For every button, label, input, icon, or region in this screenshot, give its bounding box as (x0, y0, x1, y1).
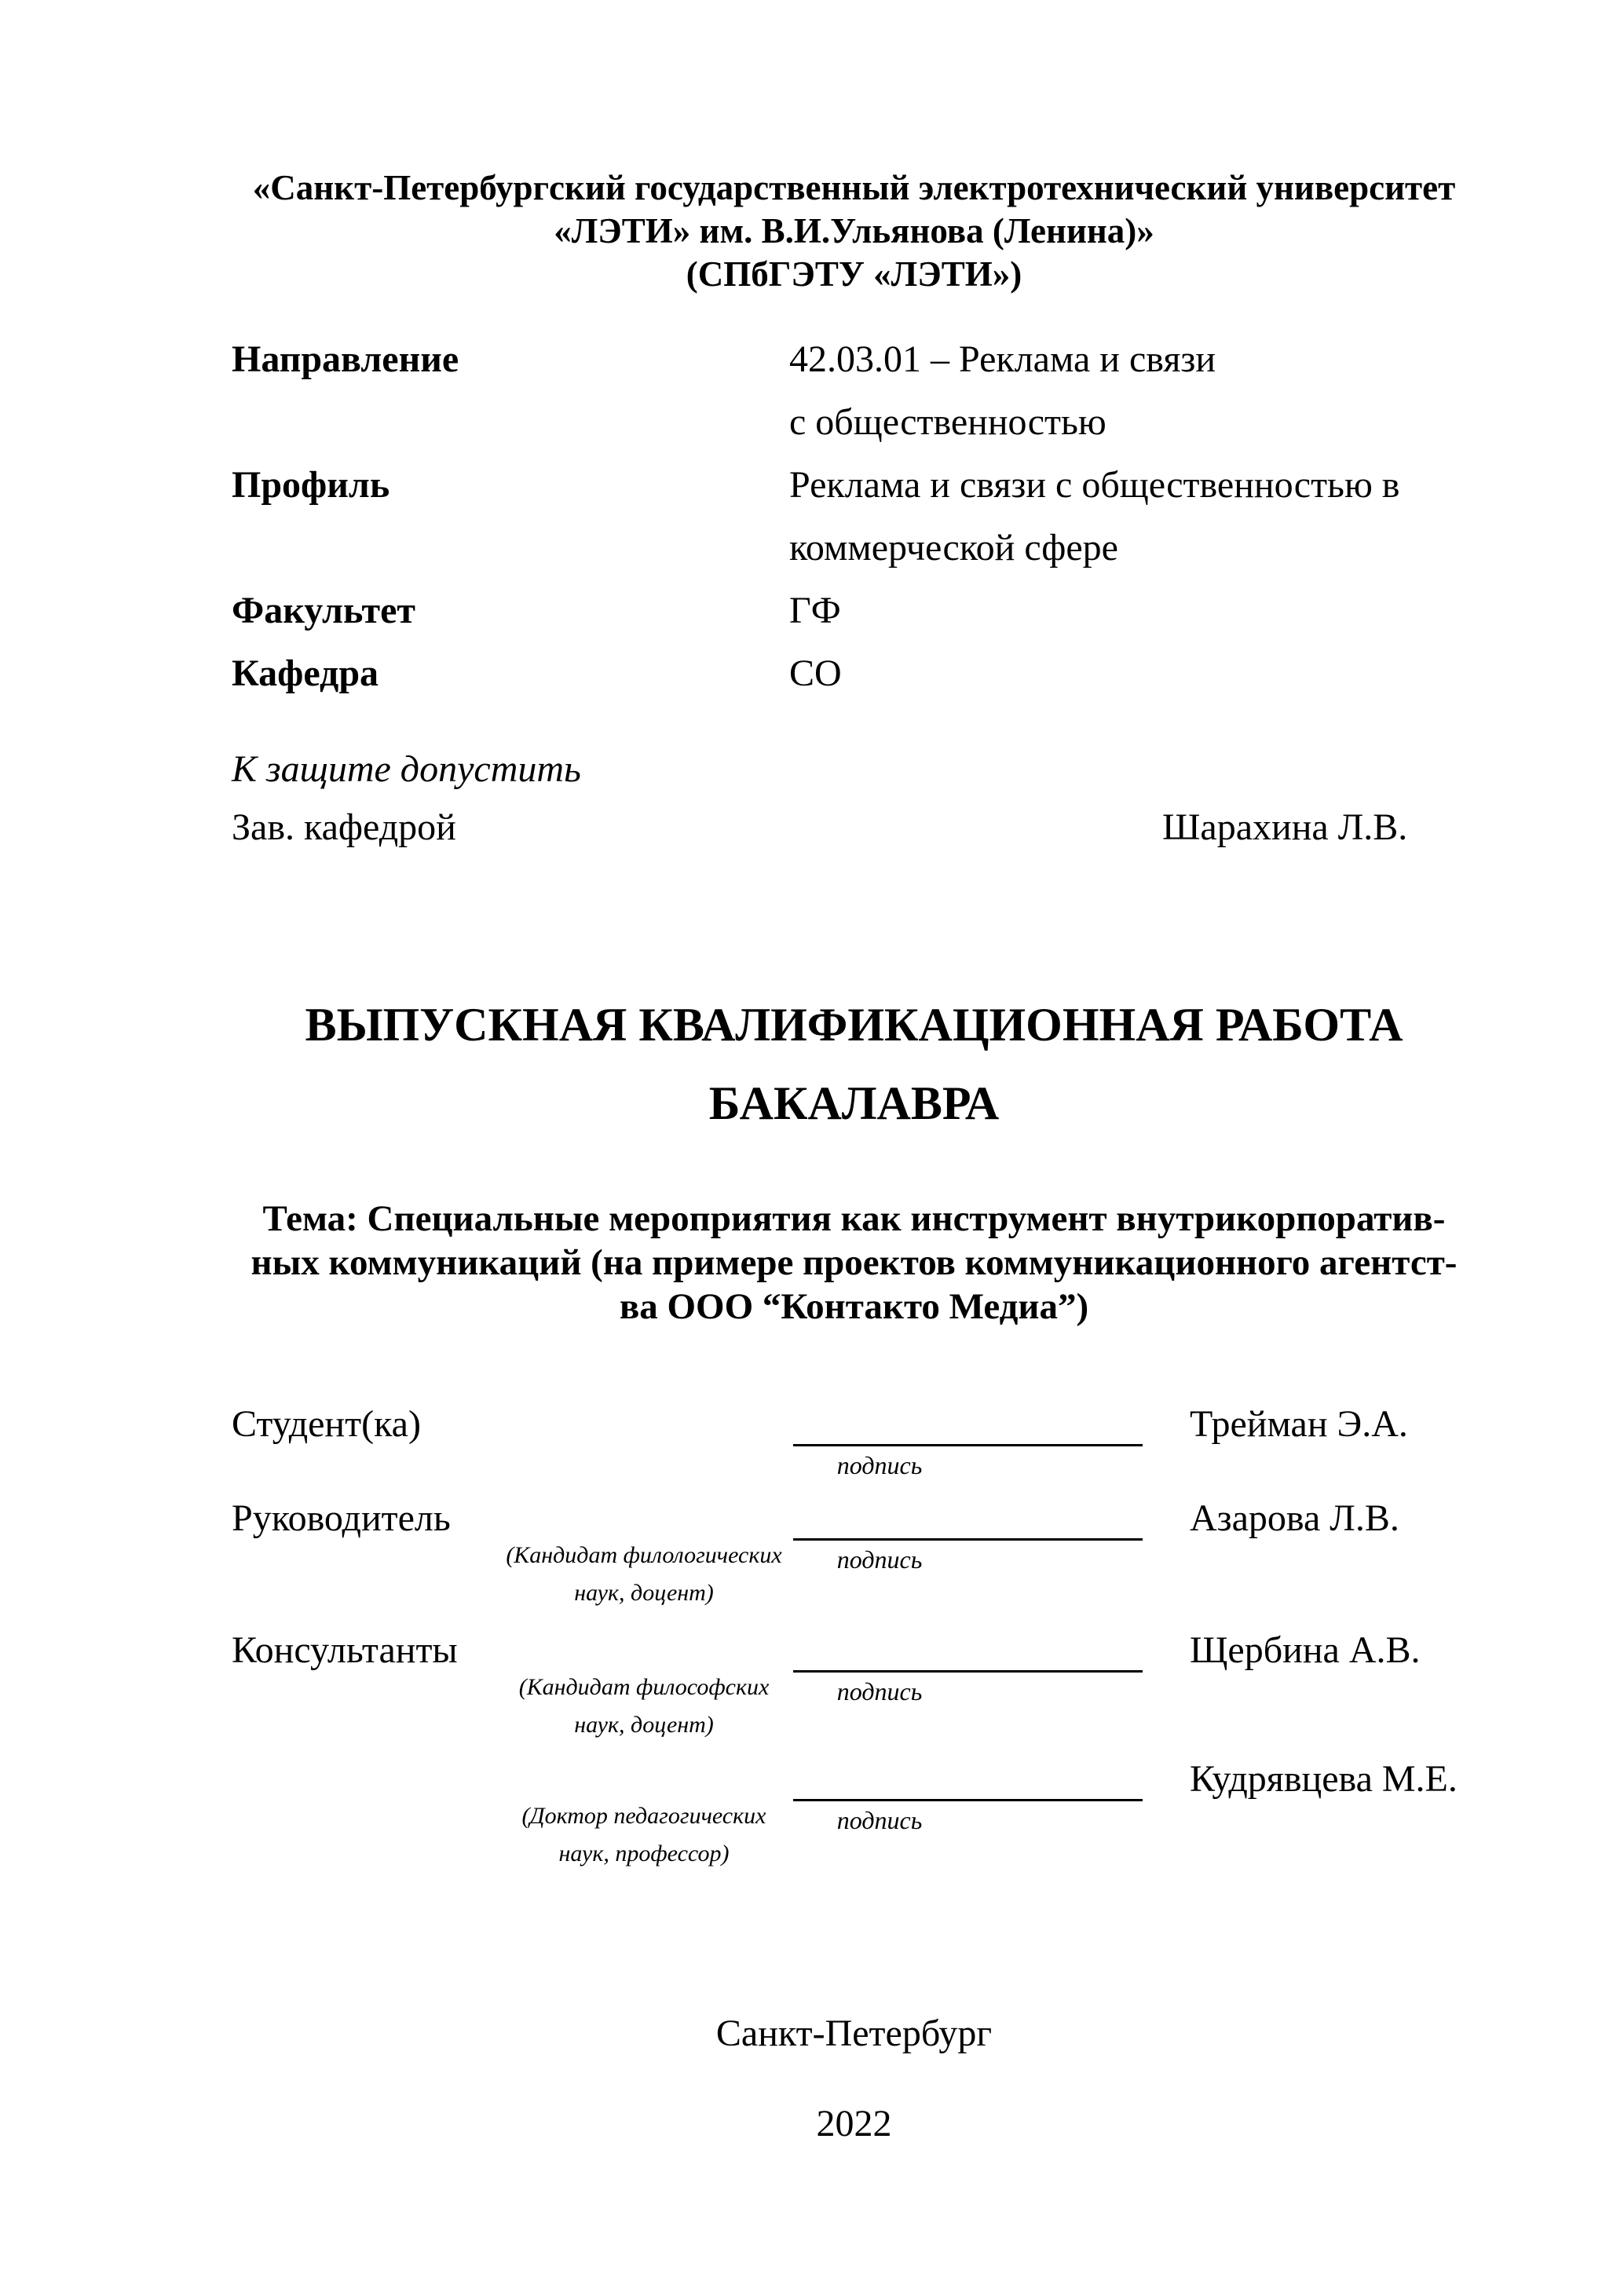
field-row-faculty (232, 579, 1476, 642)
signature-row-consultant-1 (232, 1631, 1476, 1764)
signature-qualification (463, 1797, 825, 1873)
signature-caption: подпись (836, 1451, 923, 1479)
signature-line (793, 1799, 1143, 1801)
signature-row-supervisor (232, 1499, 1476, 1632)
document-title-line2: БАКАЛАВРА (708, 1077, 1000, 1129)
signature-caption: подпись (836, 1806, 923, 1834)
signature-line (793, 1444, 1143, 1446)
field-row-profile (232, 454, 1476, 579)
signature-line (793, 1538, 1143, 1541)
field-value-line: Реклама и связи с общественностью в (789, 464, 1400, 506)
admission-note: К защите допустить (232, 748, 581, 790)
thesis-topic (232, 1197, 1476, 1329)
thesis-topic-line: ва ООО “Контакто Медиа”) (619, 1286, 1089, 1327)
footer-city: Санкт-Петербург (715, 2013, 993, 2054)
signature-caption: подпись (836, 1545, 923, 1574)
field-label: Факультет (232, 590, 415, 631)
thesis-topic-line: ных коммуникаций (на примере проектов коммуникационного агентст- (251, 1242, 1458, 1283)
signature-name: Трейман Э.А. (1190, 1403, 1408, 1445)
head-of-department-row (232, 808, 1476, 847)
field-value-line: с общественностью (789, 401, 1106, 443)
university-name-line2: «ЛЭТИ» им. В.И.Ульянова (Ленина)» (554, 211, 1154, 250)
signature-role: Руководитель (232, 1497, 451, 1539)
field-value-line: СО (789, 653, 842, 694)
field-value-line: коммерческой сфере (789, 527, 1118, 569)
signature-role: Консультанты (232, 1629, 458, 1671)
field-label: Кафедра (232, 653, 379, 694)
head-of-department-name: Шарахина Л.В. (1162, 806, 1408, 848)
footer-year: 2022 (816, 2103, 892, 2144)
head-of-department-label: Зав. кафедрой (232, 806, 456, 848)
field-label: Направление (232, 338, 459, 380)
document-title (232, 985, 1476, 1143)
field-value (789, 579, 841, 642)
signature-qualification-line: наук, доцент) (574, 1712, 714, 1738)
signature-qualification-line: (Доктор педагогических (521, 1803, 766, 1829)
university-header (232, 166, 1476, 296)
field-label: Профиль (232, 464, 390, 506)
signature-name: Щербина А.В. (1190, 1629, 1421, 1671)
signature-qualification (463, 1537, 825, 1612)
signature-qualification-line: наук, профессор) (558, 1841, 730, 1866)
field-row-direction (232, 328, 1476, 454)
signature-name: Азарова Л.В. (1190, 1497, 1399, 1539)
signature-qualification-line: (Кандидат философских (518, 1674, 770, 1700)
field-value (789, 328, 1216, 454)
signature-row-consultant-2 (232, 1760, 1476, 1893)
thesis-topic-line: Тема: Специальные мероприятия как инструмент внутрикорпоратив- (262, 1198, 1446, 1239)
field-value (789, 642, 842, 705)
field-value-line: ГФ (789, 590, 841, 631)
signature-role: Студент(ка) (232, 1403, 421, 1445)
signature-line (793, 1670, 1143, 1673)
university-abbreviation: (СПбГЭТУ «ЛЭТИ») (686, 254, 1022, 294)
document-title-line1: ВЫПУСКНАЯ КВАЛИФИКАЦИОННАЯ РАБОТА (305, 999, 1403, 1051)
field-row-department (232, 642, 1476, 705)
field-value-line: 42.03.01 – Реклама и связи (789, 338, 1216, 380)
signature-qualification-line: наук, доцент) (574, 1580, 714, 1606)
signature-qualification-line: (Кандидат филологических (506, 1542, 782, 1568)
program-fields (232, 328, 1476, 705)
signature-caption: подпись (836, 1677, 923, 1706)
signature-qualification (463, 1669, 825, 1744)
field-value (789, 454, 1399, 579)
signature-name: Кудрявцева М.Е. (1190, 1758, 1458, 1800)
university-name-line1: «Санкт-Петербургский государственный электротехнический университет (252, 168, 1456, 207)
